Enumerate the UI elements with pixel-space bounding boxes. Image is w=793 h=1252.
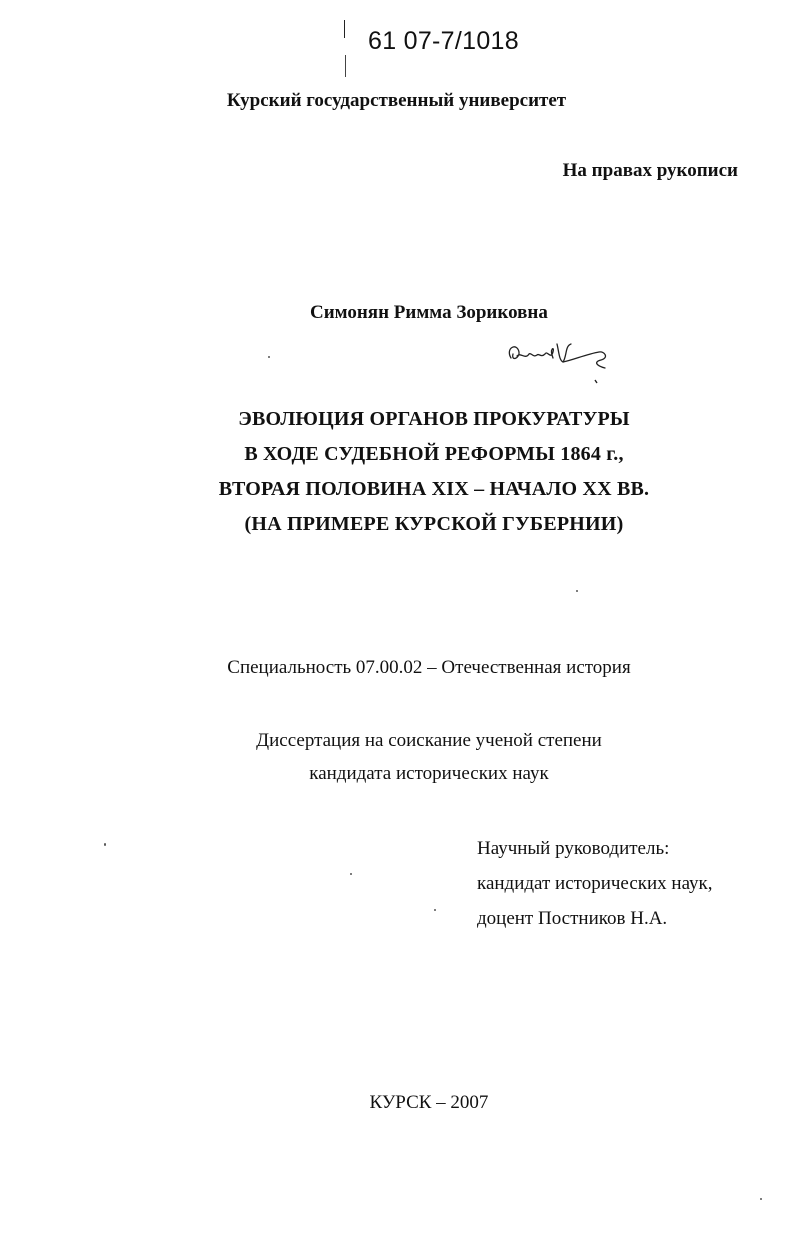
- dissertation-description-line: Диссертация на соискание ученой степени: [256, 730, 602, 751]
- university-name: Курский государственный университет: [226, 90, 567, 111]
- dissertation-title-line: (НА ПРИМЕРЕ КУРСКОЙ ГУБЕРНИИ): [244, 513, 624, 535]
- scan-speck: [576, 590, 578, 592]
- author-name: Симонян Римма Зориковна: [310, 302, 548, 323]
- scan-speck: [760, 1198, 762, 1200]
- archive-number: 61 07-7/1018: [368, 27, 519, 55]
- dissertation-description-line: кандидата исторических наук: [309, 763, 549, 784]
- specialty-line: Специальность 07.00.02 – Отечественная история: [227, 657, 631, 678]
- dissertation-title-line: В ХОДЕ СУДЕБНОЙ РЕФОРМЫ 1864 г.,: [244, 443, 624, 465]
- scan-speck: [434, 909, 436, 911]
- manuscript-rights-note: На правах рукописи: [562, 160, 738, 181]
- supervisor-degree: кандидат исторических наук,: [477, 873, 713, 894]
- scan-artifact-line: [345, 55, 346, 77]
- handwritten-signature-icon: [503, 338, 613, 390]
- city-year: КУРСК – 2007: [369, 1092, 489, 1113]
- scan-speck: [350, 873, 352, 875]
- supervisor-name: доцент Постников Н.А.: [477, 908, 668, 929]
- dissertation-title-line: ЭВОЛЮЦИЯ ОРГАНОВ ПРОКУРАТУРЫ: [238, 408, 630, 430]
- scan-speck: [268, 356, 270, 358]
- dissertation-title-line: ВТОРАЯ ПОЛОВИНА XIX – НАЧАЛО XX ВВ.: [218, 478, 650, 500]
- scan-artifact-line: [344, 20, 345, 38]
- scan-speck: [104, 843, 106, 846]
- supervisor-label: Научный руководитель:: [477, 838, 670, 859]
